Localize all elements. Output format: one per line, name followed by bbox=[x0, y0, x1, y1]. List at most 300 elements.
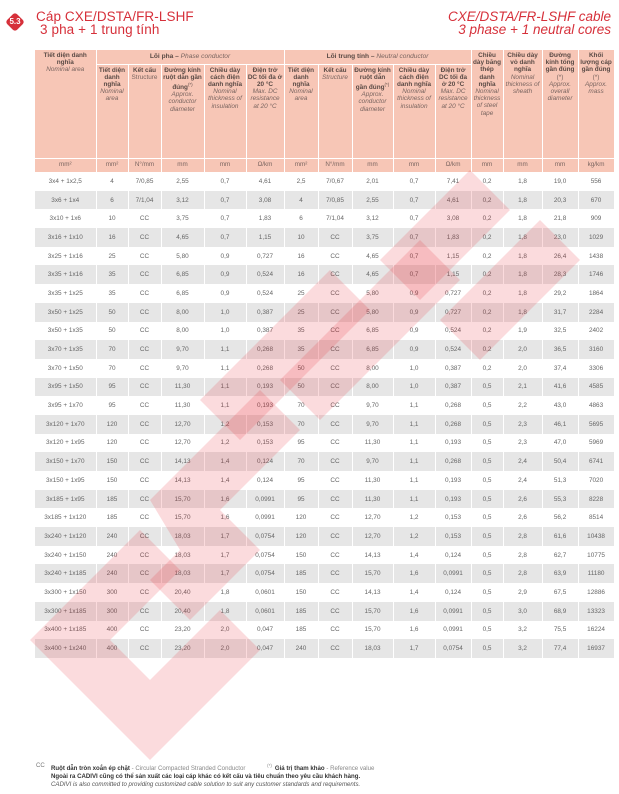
cell-sheath: 2,0 bbox=[503, 340, 542, 359]
cell-phase-diameter: 15,70 bbox=[161, 508, 204, 527]
cell-sheath: 2,1 bbox=[503, 378, 542, 397]
cell-steel-tape: 0,2 bbox=[471, 265, 503, 284]
cell-steel-tape: 0,5 bbox=[471, 621, 503, 640]
cell-mass: 4863 bbox=[578, 396, 614, 415]
cell-neutral-area: 50 bbox=[284, 378, 318, 397]
cell-neutral-resistance: 0,0991 bbox=[435, 621, 471, 640]
reference-en: - Reference value bbox=[326, 765, 375, 773]
col-phase-conductor-diameter bbox=[161, 64, 204, 158]
cell-neutral-structure: CC bbox=[318, 378, 352, 397]
cell-phase-diameter: 14,13 bbox=[161, 452, 204, 471]
cell-mass: 8228 bbox=[578, 490, 614, 509]
cell-neutral-resistance: 0,124 bbox=[435, 583, 471, 602]
cell-steel-tape: 0,2 bbox=[471, 228, 503, 247]
cell-phase-resistance: 1,83 bbox=[246, 209, 284, 228]
col-neutral-structure bbox=[318, 64, 352, 158]
cell-overall-diameter: 55,3 bbox=[542, 490, 578, 509]
col-phase-structure bbox=[128, 64, 161, 158]
cell-phase-resistance: 0,047 bbox=[246, 621, 284, 640]
cell-phase-resistance: 0,0754 bbox=[246, 564, 284, 583]
cell-phase-diameter: 3,75 bbox=[161, 209, 204, 228]
col-label-en: Nominal area bbox=[46, 66, 85, 74]
cell-overall-diameter: 36,5 bbox=[542, 340, 578, 359]
cell-phase-insulation: 1,7 bbox=[204, 546, 246, 565]
cell-cable-size: 3x185 + 1x120 bbox=[35, 508, 96, 527]
cell-phase-resistance: 0,0754 bbox=[246, 527, 284, 546]
col-phase-nominal-area bbox=[96, 64, 128, 158]
cell-overall-diameter: 20,3 bbox=[542, 191, 578, 210]
cell-overall-diameter: 61,6 bbox=[542, 527, 578, 546]
cell-phase-structure: CC bbox=[128, 602, 161, 621]
cell-phase-resistance: 4,61 bbox=[246, 172, 284, 191]
cell-phase-diameter: 5,80 bbox=[161, 247, 204, 266]
cell-neutral-insulation: 1,7 bbox=[393, 639, 435, 658]
cell-sheath: 3,0 bbox=[503, 602, 542, 621]
unit-cell: Ω/km bbox=[435, 158, 471, 172]
cell-neutral-resistance: 0,193 bbox=[435, 490, 471, 509]
cell-overall-diameter: 41,6 bbox=[542, 378, 578, 397]
cell-overall-diameter: 31,7 bbox=[542, 303, 578, 322]
col-steel-tape-thickness bbox=[471, 50, 503, 158]
cell-mass: 8514 bbox=[578, 508, 614, 527]
cell-sheath: 1,8 bbox=[503, 303, 542, 322]
col-label-vi: Đường kính ruột dẫn gần đúng bbox=[354, 66, 391, 92]
cell-phase-structure: CC bbox=[128, 378, 161, 397]
cell-sheath: 2,3 bbox=[503, 434, 542, 453]
cell-phase-diameter: 9,70 bbox=[161, 359, 204, 378]
cell-mass: 6741 bbox=[578, 452, 614, 471]
cell-neutral-diameter: 5,80 bbox=[352, 284, 393, 303]
unit-cell: mm² bbox=[284, 158, 318, 172]
cell-cable-size: 3x95 + 1x70 bbox=[35, 396, 96, 415]
col-neutral-conductor-diameter bbox=[352, 64, 393, 158]
cell-neutral-structure: 7/0,85 bbox=[318, 191, 352, 210]
cell-phase-structure: CC bbox=[128, 396, 161, 415]
table-row bbox=[35, 378, 614, 397]
cell-neutral-area: 120 bbox=[284, 508, 318, 527]
col-label-en: Nominal area bbox=[289, 88, 313, 103]
cell-phase-resistance: 0,153 bbox=[246, 415, 284, 434]
cell-cable-size: 3x4 + 1x2,5 bbox=[35, 172, 96, 191]
cell-mass: 7020 bbox=[578, 471, 614, 490]
cell-phase-insulation: 1,1 bbox=[204, 378, 246, 397]
unit-cell: N°/mm bbox=[318, 158, 352, 172]
cell-phase-resistance: 0,124 bbox=[246, 471, 284, 490]
cell-neutral-structure: CC bbox=[318, 415, 352, 434]
cell-phase-insulation: 1,4 bbox=[204, 471, 246, 490]
cell-neutral-structure: CC bbox=[318, 508, 352, 527]
cell-phase-insulation: 2,0 bbox=[204, 639, 246, 658]
cell-phase-diameter: 9,70 bbox=[161, 340, 204, 359]
table-row bbox=[35, 303, 614, 322]
cell-phase-diameter: 18,03 bbox=[161, 527, 204, 546]
cell-neutral-structure: CC bbox=[318, 602, 352, 621]
col-sheath-thickness bbox=[503, 50, 542, 158]
cell-neutral-insulation: 1,1 bbox=[393, 452, 435, 471]
cell-phase-structure: CC bbox=[128, 639, 161, 658]
cell-neutral-diameter: 9,70 bbox=[352, 452, 393, 471]
cell-sheath: 1,8 bbox=[503, 247, 542, 266]
reference-mark: (*) bbox=[187, 81, 193, 87]
cell-neutral-insulation: 1,1 bbox=[393, 396, 435, 415]
cell-neutral-diameter: 3,75 bbox=[352, 228, 393, 247]
col-phase-dc-resistance bbox=[246, 64, 284, 158]
cell-overall-diameter: 37,4 bbox=[542, 359, 578, 378]
section-number: 5.3 bbox=[9, 17, 21, 26]
cell-neutral-area: 4 bbox=[284, 191, 318, 210]
cell-steel-tape: 0,5 bbox=[471, 508, 503, 527]
cell-neutral-resistance: 4,61 bbox=[435, 191, 471, 210]
cell-phase-insulation: 1,0 bbox=[204, 303, 246, 322]
cell-phase-diameter: 3,12 bbox=[161, 191, 204, 210]
cell-neutral-structure: 7/0,67 bbox=[318, 172, 352, 191]
cell-phase-diameter: 12,70 bbox=[161, 434, 204, 453]
cell-neutral-insulation: 1,4 bbox=[393, 546, 435, 565]
unit-cell: mm bbox=[204, 158, 246, 172]
unit-cell: mm bbox=[352, 158, 393, 172]
cell-overall-diameter: 23,0 bbox=[542, 228, 578, 247]
cell-sheath: 2,2 bbox=[503, 396, 542, 415]
cell-neutral-resistance: 0,727 bbox=[435, 303, 471, 322]
reference-mark: (*) bbox=[267, 763, 272, 768]
cell-phase-area: 50 bbox=[96, 322, 128, 341]
cell-phase-structure: CC bbox=[128, 340, 161, 359]
cell-steel-tape: 0,2 bbox=[471, 247, 503, 266]
cell-sheath: 2,6 bbox=[503, 508, 542, 527]
cell-neutral-insulation: 1,4 bbox=[393, 583, 435, 602]
col-label-vi: Kết cấu bbox=[132, 66, 157, 74]
cell-neutral-structure: CC bbox=[318, 434, 352, 453]
cell-overall-diameter: 21,8 bbox=[542, 209, 578, 228]
cell-sheath: 1,8 bbox=[503, 265, 542, 284]
cell-cable-size: 3x240 + 1x185 bbox=[35, 564, 96, 583]
cell-phase-resistance: 0,387 bbox=[246, 303, 284, 322]
cell-phase-resistance: 0,193 bbox=[246, 378, 284, 397]
unit-cell: mm² bbox=[96, 158, 128, 172]
cell-neutral-structure: CC bbox=[318, 247, 352, 266]
col-neutral-insulation-thickness bbox=[393, 64, 435, 158]
cell-overall-diameter: 75,5 bbox=[542, 621, 578, 640]
unit-cell: mm bbox=[503, 158, 542, 172]
cell-phase-area: 4 bbox=[96, 172, 128, 191]
cell-phase-area: 300 bbox=[96, 602, 128, 621]
table-row bbox=[35, 415, 614, 434]
cell-neutral-structure: CC bbox=[318, 396, 352, 415]
cell-mass: 11180 bbox=[578, 564, 614, 583]
cell-neutral-resistance: 0,524 bbox=[435, 322, 471, 341]
cell-phase-area: 240 bbox=[96, 527, 128, 546]
cell-phase-resistance: 0,193 bbox=[246, 396, 284, 415]
cell-overall-diameter: 50,4 bbox=[542, 452, 578, 471]
col-label-vi: Điện trở DC tối đa ở 20 °C bbox=[247, 66, 283, 88]
cell-phase-structure: CC bbox=[128, 546, 161, 565]
cell-neutral-structure: CC bbox=[318, 527, 352, 546]
cell-phase-structure: CC bbox=[128, 621, 161, 640]
table-row bbox=[35, 247, 614, 266]
cell-phase-insulation: 1,1 bbox=[204, 340, 246, 359]
cell-neutral-insulation: 0,9 bbox=[393, 284, 435, 303]
cell-neutral-resistance: 0,727 bbox=[435, 284, 471, 303]
cell-phase-area: 95 bbox=[96, 378, 128, 397]
cell-overall-diameter: 47,0 bbox=[542, 434, 578, 453]
cell-phase-diameter: 8,00 bbox=[161, 322, 204, 341]
cell-neutral-diameter: 12,70 bbox=[352, 527, 393, 546]
cell-phase-resistance: 0,047 bbox=[246, 639, 284, 658]
cell-neutral-insulation: 0,9 bbox=[393, 322, 435, 341]
col-label-en: Approx. mass bbox=[585, 80, 608, 96]
col-label-en: Nominal thickness of sheath bbox=[505, 73, 540, 96]
cell-neutral-resistance: 0,153 bbox=[435, 508, 471, 527]
cell-mass: 1438 bbox=[578, 247, 614, 266]
cell-steel-tape: 0,2 bbox=[471, 191, 503, 210]
table-row bbox=[35, 322, 614, 341]
cell-neutral-diameter: 2,01 bbox=[352, 172, 393, 191]
cell-neutral-insulation: 0,9 bbox=[393, 340, 435, 359]
cell-overall-diameter: 46,1 bbox=[542, 415, 578, 434]
cell-neutral-diameter: 4,65 bbox=[352, 247, 393, 266]
cell-cable-size: 3x70 + 1x50 bbox=[35, 359, 96, 378]
cell-neutral-diameter: 11,30 bbox=[352, 490, 393, 509]
cell-mass: 3160 bbox=[578, 340, 614, 359]
cell-mass: 909 bbox=[578, 209, 614, 228]
cell-neutral-area: 95 bbox=[284, 434, 318, 453]
cell-neutral-diameter: 15,70 bbox=[352, 621, 393, 640]
cell-neutral-area: 70 bbox=[284, 452, 318, 471]
cell-neutral-diameter: 11,30 bbox=[352, 434, 393, 453]
cell-phase-area: 150 bbox=[96, 452, 128, 471]
cell-neutral-structure: CC bbox=[318, 303, 352, 322]
unit-cell: mm bbox=[161, 158, 204, 172]
col-label-en: Max. DC resistance at 20 °C bbox=[250, 88, 280, 110]
cell-neutral-diameter: 9,70 bbox=[352, 415, 393, 434]
cell-sheath: 2,0 bbox=[503, 359, 542, 378]
cc-abbreviation: CC bbox=[36, 762, 45, 769]
cell-neutral-resistance: 1,15 bbox=[435, 247, 471, 266]
cell-neutral-insulation: 0,7 bbox=[393, 265, 435, 284]
cell-phase-insulation: 1,1 bbox=[204, 396, 246, 415]
cell-neutral-area: 35 bbox=[284, 340, 318, 359]
cell-neutral-structure: CC bbox=[318, 340, 352, 359]
col-nominal-area bbox=[35, 50, 96, 158]
cell-neutral-area: 2,5 bbox=[284, 172, 318, 191]
cell-phase-area: 25 bbox=[96, 247, 128, 266]
col-label-en: Approx. overall diameter bbox=[547, 80, 573, 103]
cell-phase-diameter: 6,85 bbox=[161, 284, 204, 303]
group-phase-conductor: Lõi pha – Phase conductor bbox=[96, 50, 284, 64]
cell-mass: 12886 bbox=[578, 583, 614, 602]
unit-cell: mm² bbox=[35, 158, 96, 172]
cell-mass: 2402 bbox=[578, 322, 614, 341]
cell-phase-area: 16 bbox=[96, 228, 128, 247]
section-badge bbox=[5, 12, 25, 32]
table-row bbox=[35, 209, 614, 228]
cell-phase-area: 400 bbox=[96, 639, 128, 658]
cell-neutral-diameter: 12,70 bbox=[352, 508, 393, 527]
table-row bbox=[35, 396, 614, 415]
cell-phase-area: 185 bbox=[96, 508, 128, 527]
cell-overall-diameter: 77,4 bbox=[542, 639, 578, 658]
cell-phase-structure: CC bbox=[128, 508, 161, 527]
cell-sheath: 2,8 bbox=[503, 564, 542, 583]
table-row bbox=[35, 452, 614, 471]
cell-phase-insulation: 1,7 bbox=[204, 564, 246, 583]
cell-neutral-area: 185 bbox=[284, 564, 318, 583]
cable-spec-table bbox=[35, 50, 615, 658]
cell-neutral-diameter: 6,85 bbox=[352, 322, 393, 341]
cell-mass: 3306 bbox=[578, 359, 614, 378]
cell-sheath: 1,8 bbox=[503, 172, 542, 191]
cell-overall-diameter: 26,4 bbox=[542, 247, 578, 266]
cell-cable-size: 3x185 + 1x95 bbox=[35, 490, 96, 509]
table-row bbox=[35, 621, 614, 640]
cell-phase-area: 150 bbox=[96, 471, 128, 490]
cell-mass: 16224 bbox=[578, 621, 614, 640]
cell-phase-insulation: 1,8 bbox=[204, 583, 246, 602]
cell-phase-diameter: 2,55 bbox=[161, 172, 204, 191]
col-neutral-dc-resistance bbox=[435, 64, 471, 158]
col-label-en: Approx. conductor diameter bbox=[168, 91, 197, 113]
cell-neutral-area: 150 bbox=[284, 583, 318, 602]
cell-phase-diameter: 20,40 bbox=[161, 602, 204, 621]
unit-cell: mm bbox=[393, 158, 435, 172]
cell-neutral-insulation: 0,7 bbox=[393, 228, 435, 247]
cell-phase-insulation: 0,7 bbox=[204, 228, 246, 247]
cell-neutral-structure: CC bbox=[318, 583, 352, 602]
cell-phase-resistance: 0,0754 bbox=[246, 546, 284, 565]
cell-neutral-insulation: 1,2 bbox=[393, 508, 435, 527]
cell-steel-tape: 0,2 bbox=[471, 172, 503, 191]
cell-neutral-resistance: 3,08 bbox=[435, 209, 471, 228]
cell-steel-tape: 0,5 bbox=[471, 452, 503, 471]
table-row bbox=[35, 265, 614, 284]
unit-cell: mm bbox=[542, 158, 578, 172]
cell-overall-diameter: 32,5 bbox=[542, 322, 578, 341]
cell-phase-area: 240 bbox=[96, 564, 128, 583]
col-label-vi: Tiết diện danh nghĩa bbox=[43, 52, 87, 67]
cell-phase-area: 10 bbox=[96, 209, 128, 228]
table-row bbox=[35, 602, 614, 621]
cell-neutral-insulation: 1,6 bbox=[393, 602, 435, 621]
cell-neutral-resistance: 0,0754 bbox=[435, 639, 471, 658]
cell-neutral-resistance: 0,387 bbox=[435, 378, 471, 397]
table-row bbox=[35, 191, 614, 210]
col-label-vi: Chiều dày vỏ danh nghĩa bbox=[507, 52, 538, 74]
col-label-vi: Kết cấu bbox=[323, 66, 347, 74]
col-label-en: Nominal thickness of steel tape bbox=[473, 88, 501, 117]
cell-steel-tape: 0,5 bbox=[471, 602, 503, 621]
cell-steel-tape: 0,5 bbox=[471, 434, 503, 453]
cell-overall-diameter: 28,3 bbox=[542, 265, 578, 284]
cell-phase-structure: CC bbox=[128, 564, 161, 583]
cell-phase-structure: CC bbox=[128, 452, 161, 471]
cell-steel-tape: 0,2 bbox=[471, 322, 503, 341]
custom-note-vi: Ngoài ra CADIVI cũng có thể sản xuất các loại cáp khác có kết cấu và tiêu chuẩn theo yêu cầu khách hàng. bbox=[51, 773, 361, 781]
cell-phase-structure: CC bbox=[128, 583, 161, 602]
cell-neutral-diameter: 4,65 bbox=[352, 265, 393, 284]
cell-phase-insulation: 2,0 bbox=[204, 621, 246, 640]
cell-steel-tape: 0,2 bbox=[471, 359, 503, 378]
cell-cable-size: 3x50 + 1x35 bbox=[35, 322, 96, 341]
cell-neutral-diameter: 18,03 bbox=[352, 639, 393, 658]
cell-sheath: 2,8 bbox=[503, 527, 542, 546]
table-row bbox=[35, 340, 614, 359]
cell-neutral-insulation: 1,0 bbox=[393, 378, 435, 397]
cell-phase-area: 50 bbox=[96, 303, 128, 322]
units-row bbox=[35, 158, 614, 172]
cell-neutral-resistance: 0,268 bbox=[435, 415, 471, 434]
table-row bbox=[35, 471, 614, 490]
cell-neutral-structure: CC bbox=[318, 228, 352, 247]
unit-cell: mm bbox=[471, 158, 503, 172]
cell-phase-structure: 7/1,04 bbox=[128, 191, 161, 210]
cell-neutral-resistance: 0,268 bbox=[435, 396, 471, 415]
cell-neutral-diameter: 5,80 bbox=[352, 303, 393, 322]
cell-cable-size: 3x120 + 1x70 bbox=[35, 415, 96, 434]
col-phase-insulation-thickness bbox=[204, 64, 246, 158]
cell-neutral-diameter: 6,85 bbox=[352, 340, 393, 359]
col-label-vi: Đường kính ruột dẫn gần đúng bbox=[163, 66, 202, 92]
cell-overall-diameter: 67,5 bbox=[542, 583, 578, 602]
table-row bbox=[35, 434, 614, 453]
cell-mass: 1864 bbox=[578, 284, 614, 303]
cell-neutral-insulation: 1,1 bbox=[393, 415, 435, 434]
cell-neutral-insulation: 1,6 bbox=[393, 564, 435, 583]
cell-phase-insulation: 1,2 bbox=[204, 415, 246, 434]
cell-sheath: 3,2 bbox=[503, 621, 542, 640]
cell-steel-tape: 0,2 bbox=[471, 209, 503, 228]
cell-phase-structure: CC bbox=[128, 490, 161, 509]
col-label-vi: Khối lượng cáp gần đúng bbox=[580, 52, 612, 74]
cell-phase-area: 300 bbox=[96, 583, 128, 602]
cc-definition-en: - Circular Compacted Stranded Conductor bbox=[131, 765, 246, 773]
cell-cable-size: 3x25 + 1x16 bbox=[35, 247, 96, 266]
col-approx-mass bbox=[578, 50, 614, 158]
cell-sheath: 2,4 bbox=[503, 452, 542, 471]
cell-neutral-diameter: 9,70 bbox=[352, 396, 393, 415]
cell-phase-diameter: 6,85 bbox=[161, 265, 204, 284]
cell-phase-resistance: 0,727 bbox=[246, 247, 284, 266]
title-en-line1: CXE/DSTA/FR-LSHF cable bbox=[447, 9, 611, 24]
cell-phase-diameter: 11,30 bbox=[161, 378, 204, 397]
cell-neutral-area: 185 bbox=[284, 621, 318, 640]
cell-cable-size: 3x35 + 1x16 bbox=[35, 265, 96, 284]
cell-neutral-area: 240 bbox=[284, 639, 318, 658]
group-neutral-conductor: Lõi trung tính – Neutral conductor bbox=[284, 50, 471, 64]
cell-cable-size: 3x10 + 1x6 bbox=[35, 209, 96, 228]
cell-phase-insulation: 0,7 bbox=[204, 191, 246, 210]
cell-sheath: 1,8 bbox=[503, 191, 542, 210]
page-title-en bbox=[448, 10, 611, 36]
cell-neutral-insulation: 0,7 bbox=[393, 191, 435, 210]
cell-neutral-resistance: 0,193 bbox=[435, 471, 471, 490]
cell-neutral-area: 95 bbox=[284, 471, 318, 490]
cell-neutral-resistance: 0,524 bbox=[435, 340, 471, 359]
cell-cable-size: 3x6 + 1x4 bbox=[35, 191, 96, 210]
cell-steel-tape: 0,5 bbox=[471, 396, 503, 415]
cell-neutral-area: 150 bbox=[284, 546, 318, 565]
cell-steel-tape: 0,5 bbox=[471, 583, 503, 602]
cell-neutral-structure: CC bbox=[318, 490, 352, 509]
cell-cable-size: 3x150 + 1x95 bbox=[35, 471, 96, 490]
table-row bbox=[35, 564, 614, 583]
reference-mark: (*) bbox=[556, 73, 564, 81]
cell-phase-insulation: 1,0 bbox=[204, 322, 246, 341]
cell-mass: 4585 bbox=[578, 378, 614, 397]
table-row bbox=[35, 490, 614, 509]
cell-neutral-structure: CC bbox=[318, 265, 352, 284]
cell-neutral-area: 10 bbox=[284, 228, 318, 247]
cell-phase-area: 185 bbox=[96, 490, 128, 509]
